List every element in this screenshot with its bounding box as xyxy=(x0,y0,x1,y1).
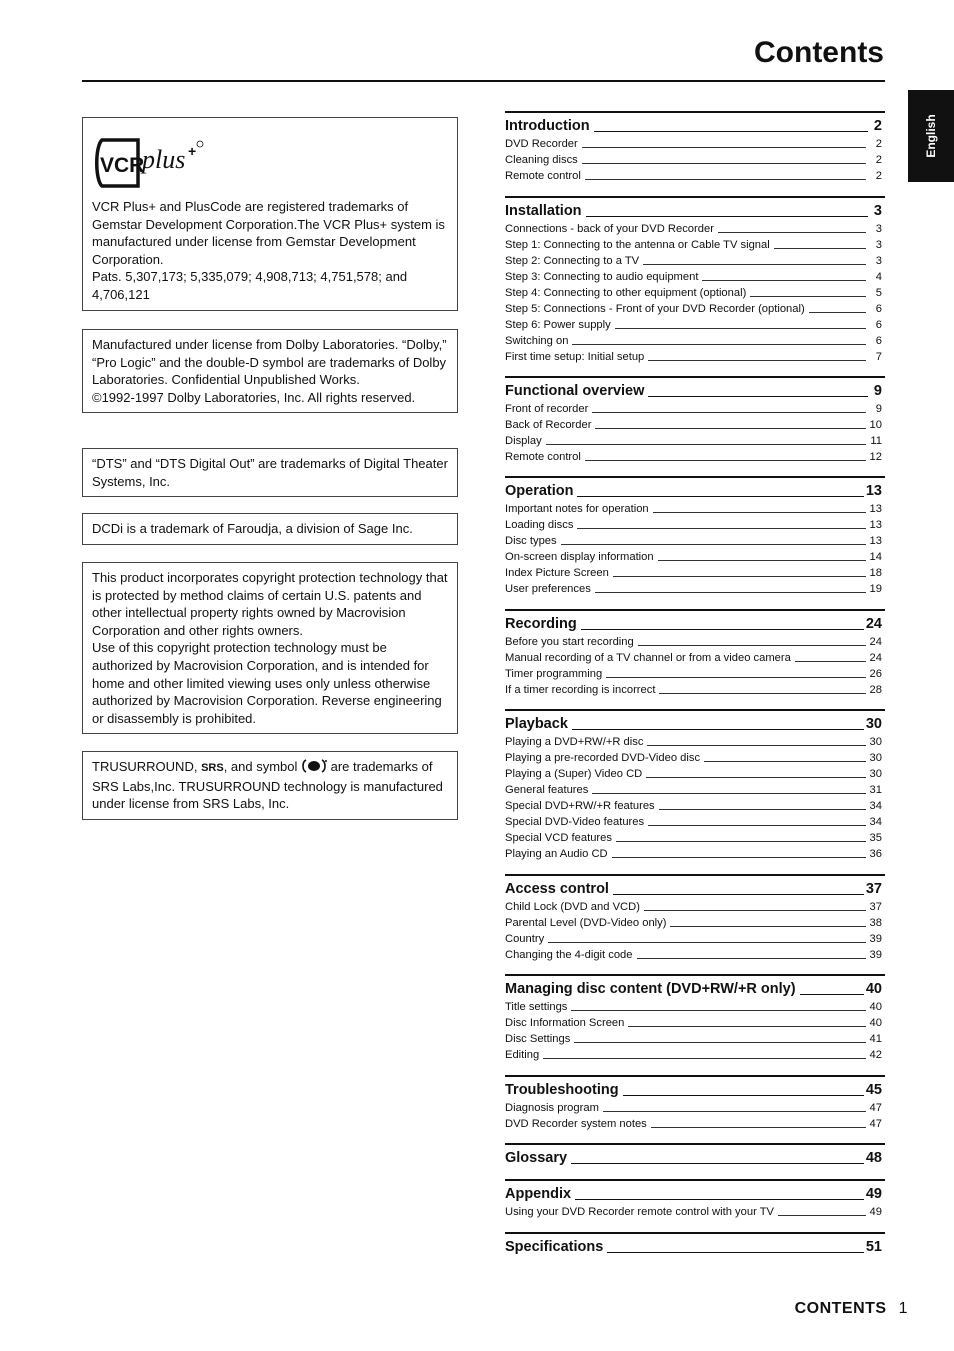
toc-entry-page: 13 xyxy=(869,519,882,531)
toc-entry xyxy=(505,733,885,749)
toc-entry-label: Special DVD-Video features xyxy=(505,816,645,828)
toc-leader xyxy=(606,677,865,678)
toc-section-heading xyxy=(505,974,885,998)
toc-leader xyxy=(651,1127,866,1128)
toc-section xyxy=(505,476,885,596)
footer-label: CONTENTS xyxy=(794,1300,887,1317)
toc-entry xyxy=(505,845,885,861)
toc-section-heading xyxy=(505,376,885,400)
toc-leader xyxy=(638,645,866,646)
toc-entry xyxy=(505,1203,885,1219)
toc-leader xyxy=(585,460,866,461)
toc-leader xyxy=(582,147,866,148)
toc-leader xyxy=(718,232,866,233)
toc-section-page: 13 xyxy=(865,483,882,499)
toc-section-page: 40 xyxy=(865,981,882,997)
toc-entry xyxy=(505,532,885,548)
toc-leader xyxy=(543,1058,865,1059)
toc-section-page: 49 xyxy=(865,1186,882,1202)
toc-entry xyxy=(505,167,885,183)
toc-entry-label: Step 3: Connecting to audio equipment xyxy=(505,271,699,283)
toc-entry-label: Before you start recording xyxy=(505,636,634,648)
srs-text-middle: , and symbol xyxy=(223,759,302,774)
toc-entry-page: 11 xyxy=(870,435,882,447)
toc-entry-page: 9 xyxy=(875,403,882,415)
toc-section xyxy=(505,1143,885,1167)
toc-section-title: Playback xyxy=(505,716,568,732)
toc-entry-label: General features xyxy=(505,784,589,796)
page-footer xyxy=(795,1300,908,1318)
toc-section-heading xyxy=(505,1232,885,1256)
toc-leader xyxy=(616,841,866,842)
toc-entry-label: Step 6: Power supply xyxy=(505,319,611,331)
toc-entry-page: 14 xyxy=(869,551,882,563)
title-rule xyxy=(82,80,885,82)
toc-entry-label: Timer programming xyxy=(505,668,603,680)
toc-entry xyxy=(505,580,885,596)
toc-entry-page: 40 xyxy=(869,1017,882,1029)
toc-leader xyxy=(595,592,866,593)
toc-entry-page: 47 xyxy=(869,1102,882,1114)
toc-leader xyxy=(647,745,865,746)
toc-leader xyxy=(750,296,866,297)
toc-entry-page: 3 xyxy=(875,255,882,267)
toc-entry-page: 28 xyxy=(869,684,882,696)
toc-entry-page: 30 xyxy=(869,752,882,764)
toc-entry xyxy=(505,914,885,930)
toc-entry xyxy=(505,1115,885,1131)
toc-entry-label: Back of Recorder xyxy=(505,419,592,431)
toc-entry-page: 31 xyxy=(869,784,882,796)
toc-entry xyxy=(505,448,885,464)
toc-leader xyxy=(774,248,866,249)
toc-entry-page: 30 xyxy=(869,736,882,748)
toc-entry-label: Playing a (Super) Video CD xyxy=(505,768,643,780)
toc-entry-page: 34 xyxy=(869,816,882,828)
toc-entry xyxy=(505,1014,885,1030)
page-title: Contents xyxy=(754,36,884,69)
toc-section-heading xyxy=(505,1143,885,1167)
toc-entry-label: Index Picture Screen xyxy=(505,567,609,579)
toc-entry xyxy=(505,220,885,236)
toc-entry-page: 2 xyxy=(875,170,882,182)
toc-leader xyxy=(704,761,865,762)
toc-section-title: Recording xyxy=(505,616,577,632)
toc-entry xyxy=(505,829,885,845)
toc-section xyxy=(505,376,885,464)
toc-entry-page: 34 xyxy=(869,800,882,812)
language-tab xyxy=(908,90,954,182)
toc-leader xyxy=(603,1111,866,1112)
toc-entry-page: 10 xyxy=(869,419,882,431)
toc-entry-page: 37 xyxy=(869,901,882,913)
toc-entry-label: DVD Recorder xyxy=(505,138,578,150)
toc-leader xyxy=(571,1163,864,1164)
toc-entry xyxy=(505,348,885,364)
toc-entry-page: 2 xyxy=(875,154,882,166)
toc-leader xyxy=(702,280,866,281)
toc-leader xyxy=(648,360,866,361)
vcrplus-patents: Pats. 5,307,173; 5,335,079; 4,908,713; 4,751,578; and 4,706,121 xyxy=(92,269,408,302)
toc-entry-page: 38 xyxy=(869,917,882,929)
dts-text: “DTS” and “DTS Digital Out” are trademarks of Digital Theater Systems, Inc. xyxy=(92,456,448,489)
toc-entry-page: 24 xyxy=(869,636,882,648)
toc-entry xyxy=(505,797,885,813)
toc-section-page: 48 xyxy=(865,1150,882,1166)
toc-entry-label: Remote control xyxy=(505,451,581,463)
toc-entry-label: Playing a pre-recorded DVD-Video disc xyxy=(505,752,701,764)
toc-leader xyxy=(658,560,866,561)
dcdi-notice xyxy=(82,513,458,545)
toc-entry-page: 40 xyxy=(869,1001,882,1013)
toc-leader xyxy=(577,528,865,529)
toc-section-page: 45 xyxy=(865,1082,882,1098)
dolby-copyright: ©1992-1997 Dolby Laboratories, Inc. All rights reserved. xyxy=(92,389,416,405)
toc-leader xyxy=(613,576,866,577)
toc-entry-page: 3 xyxy=(875,239,882,251)
toc-entry xyxy=(505,400,885,416)
toc-entry-page: 6 xyxy=(875,335,882,347)
toc-entry xyxy=(505,1030,885,1046)
toc-leader xyxy=(644,910,866,911)
toc-entry xyxy=(505,898,885,914)
toc-entry xyxy=(505,268,885,284)
toc-leader xyxy=(546,444,866,445)
toc-section-title: Appendix xyxy=(505,1186,572,1202)
toc-section-heading xyxy=(505,1179,885,1203)
toc-section-page: 3 xyxy=(873,203,882,219)
srs-logo: SRS xyxy=(201,762,224,774)
toc-entry-label: Special VCD features xyxy=(505,832,612,844)
toc-section-page: 24 xyxy=(865,616,882,632)
toc-leader xyxy=(571,1010,865,1011)
toc-entry-page: 49 xyxy=(869,1206,882,1218)
toc-entry xyxy=(505,1099,885,1115)
toc-leader xyxy=(637,958,866,959)
toc-entry-page: 39 xyxy=(869,949,882,961)
toc-leader xyxy=(577,496,863,497)
svg-text:plus: plus xyxy=(142,145,186,174)
toc-entry-label: First time setup: Initial setup xyxy=(505,351,645,363)
toc-leader xyxy=(613,894,864,895)
toc-entry-page: 4 xyxy=(875,271,882,283)
toc-section-title: Introduction xyxy=(505,118,590,134)
toc-entry-label: Manual recording of a TV channel or from a video camera xyxy=(505,652,791,664)
macrovision-usage: Use of this copyright protection technology must be authorized by Macrovision Corporation, and is intended for home and other limited viewing uses only unless otherwise authorized by Macrovision Corporation. Reverse engineering or disassembly is prohibited. xyxy=(92,640,442,726)
toc-entry xyxy=(505,998,885,1014)
toc-entry xyxy=(505,284,885,300)
toc-entry-label: Disc Settings xyxy=(505,1033,571,1045)
toc-section xyxy=(505,196,885,364)
toc-section-title: Functional overview xyxy=(505,383,645,399)
dcdi-text: DCDi is a trademark of Faroudja, a division of Sage Inc. xyxy=(92,521,413,536)
toc-entry-page: 42 xyxy=(869,1049,882,1061)
toc-leader xyxy=(809,312,866,313)
toc-leader xyxy=(607,1252,864,1253)
toc-section-page: 37 xyxy=(865,881,882,897)
toc-entry xyxy=(505,1046,885,1062)
toc-entry-page: 5 xyxy=(875,287,882,299)
toc-entry-page: 24 xyxy=(869,652,882,664)
toc-entry xyxy=(505,332,885,348)
svg-text:+: + xyxy=(188,143,197,159)
toc-leader xyxy=(582,163,866,164)
toc-section-heading xyxy=(505,476,885,500)
toc-section-title: Installation xyxy=(505,203,582,219)
toc-section xyxy=(505,1179,885,1219)
toc-leader xyxy=(572,729,864,730)
toc-entry xyxy=(505,649,885,665)
toc-entry-page: 19 xyxy=(869,583,882,595)
toc-leader xyxy=(670,926,865,927)
dolby-text: Manufactured under license from Dolby Laboratories. “Dolby,” “Pro Logic” and the double-D symbol are trademarks of Dolby Laboratories. Confidential Unpublished Works. xyxy=(92,337,447,388)
toc-leader xyxy=(561,544,866,545)
toc-entry-label: User preferences xyxy=(505,583,591,595)
toc-entry xyxy=(505,781,885,797)
srs-text-after: are trademarks of SRS Labs,Inc. TRUSURROUND technology is manufactured under license from SRS Labs, Inc. xyxy=(92,759,443,812)
toc-section-heading xyxy=(505,196,885,220)
toc-entry-label: Title settings xyxy=(505,1001,568,1013)
toc-section-title: Glossary xyxy=(505,1150,568,1166)
toc-leader xyxy=(572,344,866,345)
toc-entry-label: Step 1: Connecting to the antenna or Cable TV signal xyxy=(505,239,770,251)
toc-entry-label: Special DVD+RW/+R features xyxy=(505,800,655,812)
toc-entry-page: 2 xyxy=(875,138,882,150)
toc-entry-label: Child Lock (DVD and VCD) xyxy=(505,901,640,913)
toc-entry xyxy=(505,665,885,681)
toc-section xyxy=(505,874,885,962)
toc-entry xyxy=(505,633,885,649)
toc-section xyxy=(505,974,885,1062)
srs-text xyxy=(92,758,448,813)
toc-entry-label: Disc Information Screen xyxy=(505,1017,625,1029)
toc-section xyxy=(505,111,885,183)
toc-leader xyxy=(592,412,866,413)
toc-leader xyxy=(586,216,868,217)
toc-leader xyxy=(648,396,868,397)
toc-entry-label: Playing an Audio CD xyxy=(505,848,608,860)
toc-entry-page: 6 xyxy=(875,319,882,331)
toc-leader xyxy=(574,1042,865,1043)
toc-section-title: Troubleshooting xyxy=(505,1082,619,1098)
vcrplus-text: VCR Plus+ and PlusCode are registered trademarks of Gemstar Development Corporation.The VCR Plus+ system is manufactured under license from Gemstar Development Corporation. xyxy=(92,199,445,267)
toc-entry-page: 36 xyxy=(869,848,882,860)
toc-entry xyxy=(505,135,885,151)
srs-notice xyxy=(82,751,458,820)
toc-section-heading xyxy=(505,709,885,733)
toc-entry-page: 26 xyxy=(869,668,882,680)
toc-entry-page: 47 xyxy=(869,1118,882,1130)
macrovision-text: This product incorporates copyright protection technology that is protected by method claims of certain U.S. patents and other intellectual property rights owned by Macrovision Corporation and other rights owners. xyxy=(92,570,448,638)
toc-entry-label: If a timer recording is incorrect xyxy=(505,684,656,696)
toc-entry-page: 41 xyxy=(869,1033,882,1045)
toc-entry-label: Step 2: Connecting to a TV xyxy=(505,255,640,267)
toc-entry-page: 13 xyxy=(869,535,882,547)
toc-leader xyxy=(595,428,865,429)
toc-leader xyxy=(778,1215,866,1216)
toc-section xyxy=(505,1075,885,1131)
toc-entry-label: Remote control xyxy=(505,170,581,182)
toc-entry-label: Disc types xyxy=(505,535,557,547)
toc-entry-label: Editing xyxy=(505,1049,540,1061)
toc-entry-page: 7 xyxy=(875,351,882,363)
vcrplus-notice xyxy=(82,117,458,311)
toc-section-page: 51 xyxy=(865,1239,882,1255)
toc-leader xyxy=(648,825,865,826)
srs-symbol-icon xyxy=(301,759,327,773)
toc-section-heading xyxy=(505,609,885,633)
toc-leader xyxy=(592,793,865,794)
toc-leader xyxy=(800,994,864,995)
macrovision-notice xyxy=(82,562,458,734)
toc-entry-page: 6 xyxy=(875,303,882,315)
toc-section xyxy=(505,609,885,697)
toc-entry-label: Display xyxy=(505,435,542,447)
toc-section xyxy=(505,1232,885,1256)
toc-leader xyxy=(594,131,868,132)
toc-leader xyxy=(659,809,866,810)
srs-text-before: TRUSURROUND, xyxy=(92,759,202,774)
toc-entry-page: 12 xyxy=(869,451,882,463)
toc-entry xyxy=(505,236,885,252)
toc-leader xyxy=(795,661,866,662)
toc-entry xyxy=(505,548,885,564)
toc-entry-label: Parental Level (DVD-Video only) xyxy=(505,917,667,929)
dts-notice xyxy=(82,448,458,497)
toc-leader xyxy=(548,942,865,943)
toc-entry xyxy=(505,564,885,580)
toc-entry-label: Connections - back of your DVD Recorder xyxy=(505,223,714,235)
toc-entry xyxy=(505,946,885,962)
toc-entry-label: Diagnosis program xyxy=(505,1102,599,1114)
toc-section-page: 2 xyxy=(873,118,882,134)
toc-section-heading xyxy=(505,874,885,898)
toc-leader xyxy=(643,264,866,265)
dolby-notice xyxy=(82,329,458,413)
toc-section-heading xyxy=(505,1075,885,1099)
toc-entry xyxy=(505,432,885,448)
toc-entry-label: Using your DVD Recorder remote control with your TV xyxy=(505,1206,775,1218)
page-number: 1 xyxy=(898,1300,908,1317)
toc-leader xyxy=(615,328,866,329)
toc-entry xyxy=(505,252,885,268)
toc-entry xyxy=(505,765,885,781)
toc-leader xyxy=(628,1026,865,1027)
toc-leader xyxy=(581,629,864,630)
toc-entry xyxy=(505,516,885,532)
toc-leader xyxy=(612,857,866,858)
toc-entry-label: Loading discs xyxy=(505,519,574,531)
toc-entry xyxy=(505,681,885,697)
toc-leader xyxy=(575,1199,864,1200)
toc-section-page: 9 xyxy=(873,383,882,399)
toc-section-title: Specifications xyxy=(505,1239,604,1255)
toc-entry xyxy=(505,500,885,516)
toc-leader xyxy=(646,777,865,778)
toc-entry-page: 3 xyxy=(875,223,882,235)
toc-leader xyxy=(623,1095,864,1096)
toc-entry-label: Changing the 4-digit code xyxy=(505,949,633,961)
toc-entry-label: Playing a DVD+RW/+R disc xyxy=(505,736,644,748)
toc-section-title: Access control xyxy=(505,881,609,897)
toc-entry xyxy=(505,930,885,946)
toc-entry xyxy=(505,749,885,765)
toc-entry-label: DVD Recorder system notes xyxy=(505,1118,647,1130)
toc-section-title: Managing disc content (DVD+RW/+R only) xyxy=(505,981,796,997)
toc-entry-label: Front of recorder xyxy=(505,403,589,415)
toc-entry xyxy=(505,316,885,332)
toc-entry xyxy=(505,151,885,167)
toc-entry-label: Switching on xyxy=(505,335,569,347)
language-tab-label: English xyxy=(924,114,938,158)
toc-leader xyxy=(659,693,865,694)
toc-entry xyxy=(505,416,885,432)
toc-entry-label: Step 4: Connecting to other equipment (optional) xyxy=(505,287,747,299)
toc-leader xyxy=(585,179,866,180)
svg-text:VCR: VCR xyxy=(100,154,145,177)
vcrplus-logo-icon xyxy=(92,132,204,194)
toc-leader xyxy=(653,512,866,513)
toc-entry-page: 30 xyxy=(869,768,882,780)
toc-entry-label: Step 5: Connections - Front of your DVD Recorder (optional) xyxy=(505,303,805,315)
toc-entry-label: Important notes for operation xyxy=(505,503,649,515)
toc-section-page: 30 xyxy=(865,716,882,732)
toc-entry-page: 39 xyxy=(869,933,882,945)
toc-entry-label: On-screen display information xyxy=(505,551,654,563)
toc-section-title: Operation xyxy=(505,483,574,499)
toc-entry xyxy=(505,813,885,829)
toc-section-heading xyxy=(505,111,885,135)
toc-entry-page: 35 xyxy=(869,832,882,844)
toc-section xyxy=(505,709,885,861)
toc-entry-label: Cleaning discs xyxy=(505,154,578,166)
toc-entry-label: Country xyxy=(505,933,545,945)
toc-entry-page: 18 xyxy=(869,567,882,579)
toc-entry-page: 13 xyxy=(869,503,882,515)
toc-entry xyxy=(505,300,885,316)
